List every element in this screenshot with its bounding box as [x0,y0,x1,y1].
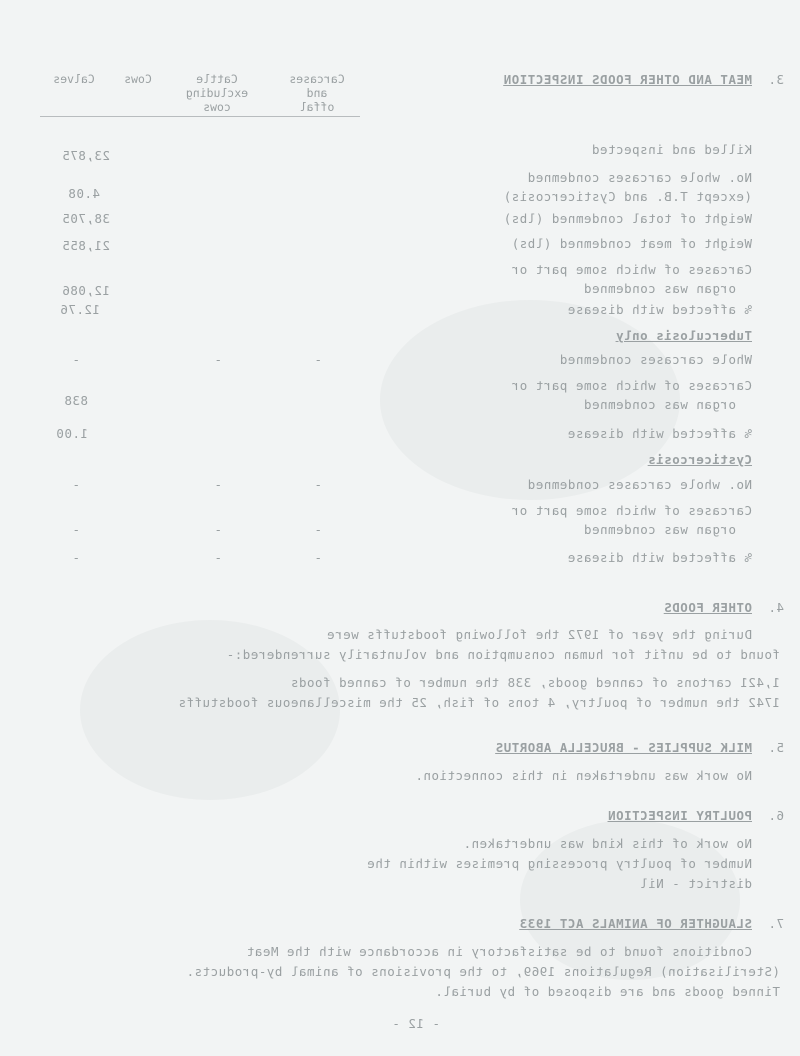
value: - [71,550,80,565]
col-header-cows: Cows [124,72,152,86]
table-row: Weight of total condemned (lbs) [503,211,752,226]
section-7-title: SLAUGHTER OF ANIMALS ACT 1933 [519,916,752,931]
value: 12.76 [59,302,100,317]
table-row: Carcases of which some part or [511,262,752,277]
paragraph-line: district - Nil [639,876,752,891]
paragraph-line: 1742 the number of poultry, 4 tons of fish, 25 the miscellaneous foodstuffs [178,695,780,710]
paragraph-line: Conditions found to be satisfactory in accordance with the Meat [246,944,752,959]
value: 23,875 [61,148,110,163]
page-number: - 12 - [391,1016,440,1031]
table-row: Carcases of which some part or [511,378,752,393]
section-6-title: POULTRY INSPECTION [607,808,752,823]
table-row: Whole carcases condemned [559,352,752,367]
table-row: No. whole carcases condemned [527,477,752,492]
paragraph-line: found to be unfit for human consumption and voluntarily surrendered:- [226,647,780,662]
col-header-carcases: Carcases and offal [289,72,345,114]
table-row: Killed and inspected [591,142,752,157]
section-title: MEAT AND OTHER FOODS INSPECTION [503,72,752,87]
table-row-heading: Cysticercosis [647,452,752,467]
value: - [213,522,222,537]
value: 12,086 [61,283,110,298]
section-5-number: 5. [767,740,784,755]
value: 4.08 [67,186,100,201]
col-header-calves: Calves [53,72,95,86]
table-row-heading: Tuberculosis only [615,328,752,343]
paragraph-line: No work of this kind was undertaken. [463,836,752,851]
value: - [71,352,80,367]
table-row: organ was condemned [583,522,736,537]
paragraph-line: (Sterilisation) Regulations 1969, to the provisions of animal by-products. [186,964,780,979]
paragraph-line: 1,421 cartons of canned goods, 338 the number of canned foods [290,675,780,690]
value: - [71,477,80,492]
table-row: Weight of meat condemned (lbs) [511,236,752,251]
table-row: (except T.B. and Cysticercosis) [503,189,752,204]
paragraph-line: During the year of 1972 the following foodstuffs were [326,627,752,642]
value: - [213,477,222,492]
value: 21,855 [61,238,110,253]
section-7-number: 7. [767,916,784,931]
value: 38,705 [61,211,110,226]
table-row: No. whole carcases condemned [527,170,752,185]
value: - [313,352,322,367]
value: - [213,550,222,565]
paragraph-line: Tinned goods and are disposed of by burial. [434,984,780,999]
value: 1.00 [55,426,88,441]
value: 838 [63,393,88,408]
paragraph-line: Number of poultry processing premises within the [366,856,752,871]
value: - [71,522,80,537]
table-row: % affected with disease [567,302,752,317]
value: - [313,477,322,492]
section-4-title: OTHER FOODS [663,600,752,615]
value: - [213,352,222,367]
table-row: % affected with disease [567,426,752,441]
value: - [313,522,322,537]
section-number: 3. [767,72,784,87]
col-header-cattle: Cattle excluding cows [185,72,249,114]
table-row: organ was condemned [583,281,736,296]
value: - [313,550,322,565]
section-4-number: 4. [767,600,784,615]
section-6-number: 6. [767,808,784,823]
paragraph-line: No work was undertaken in this connection. [414,768,752,783]
table-row: organ was condemned [583,397,736,412]
table-row: % affected with disease [567,550,752,565]
table-row: Carcases of which some part or [511,503,752,518]
section-5-title: MILK SUPPLIES - BRUCELLA ABORTUS [495,740,752,755]
